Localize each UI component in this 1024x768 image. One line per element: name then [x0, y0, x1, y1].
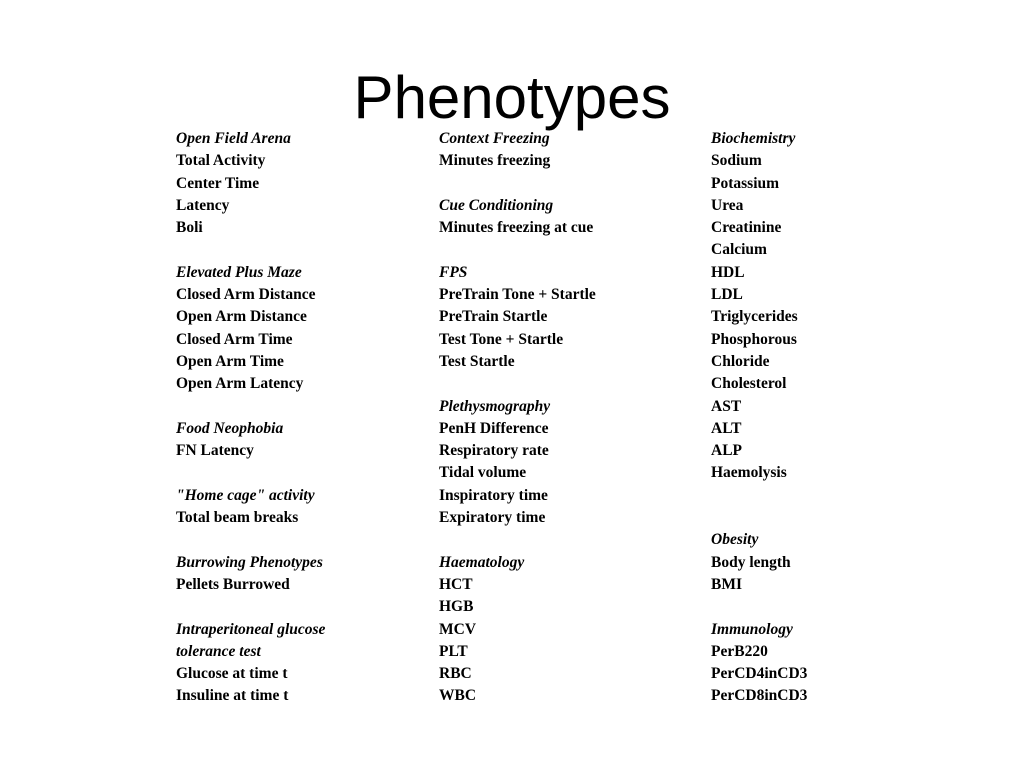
phenotype-item: Center Time — [176, 174, 260, 192]
phenotype-item: Creatinine — [711, 219, 782, 237]
phenotype-item: HGB — [439, 598, 474, 616]
phenotype-item: HDL — [711, 263, 745, 281]
phenotype-item: Haemolysis — [711, 464, 787, 482]
phenotype-item: Latency — [176, 196, 230, 214]
phenotype-item: Sodium — [711, 152, 762, 170]
section-heading: Elevated Plus Maze — [176, 263, 302, 281]
column-1 — [176, 128, 431, 708]
phenotype-item: PerB220 — [711, 642, 768, 660]
section-heading: Obesity — [711, 531, 759, 549]
phenotype-item: LDL — [711, 286, 743, 304]
spacer — [439, 239, 704, 261]
phenotype-item: ALT — [711, 419, 742, 437]
phenotype-item: PerCD8inCD3 — [711, 687, 808, 705]
phenotype-item: Urea — [711, 196, 744, 214]
spacer — [176, 396, 431, 418]
section-heading: Food Neophobia — [176, 419, 284, 437]
phenotype-item: HCT — [439, 575, 473, 593]
section-heading: Haematology — [439, 553, 525, 571]
spacer — [711, 507, 1001, 529]
section-heading: Burrowing Phenotypes — [176, 553, 323, 571]
phenotype-item: RBC — [439, 665, 472, 683]
phenotype-item: PLT — [439, 642, 468, 660]
phenotype-item: Open Arm Latency — [176, 375, 304, 393]
phenotype-item: PreTrain Tone + Startle — [439, 286, 596, 304]
section-heading: Open Field Arena — [176, 130, 291, 147]
phenotype-item: Minutes freezing — [439, 152, 551, 170]
section-heading: FPS — [439, 263, 468, 281]
spacer — [439, 373, 704, 395]
phenotype-item: Closed Arm Time — [176, 330, 293, 348]
phenotype-item: Insuline at time t — [176, 687, 289, 705]
column-2 — [439, 128, 704, 708]
phenotype-item: Phosphorous — [711, 330, 797, 348]
spacer — [711, 596, 1001, 618]
phenotype-item: PenH Difference — [439, 419, 549, 437]
section-heading: Immunology — [711, 620, 793, 638]
spacer — [439, 529, 704, 551]
phenotype-item: Pellets Burrowed — [176, 575, 290, 593]
phenotype-item: BMI — [711, 575, 742, 593]
phenotype-item: Total Activity — [176, 152, 266, 170]
phenotype-item: Open Arm Distance — [176, 308, 307, 326]
phenotype-item: MCV — [439, 620, 477, 638]
phenotype-item: Test Startle — [439, 352, 515, 370]
phenotype-item: Minutes freezing at cue — [439, 219, 594, 237]
spacer — [439, 173, 704, 195]
phenotype-item: WBC — [439, 687, 477, 705]
spacer — [176, 462, 431, 484]
phenotype-item: Test Tone + Startle — [439, 330, 564, 348]
spacer — [711, 485, 1001, 507]
spacer — [176, 596, 431, 618]
phenotype-item: FN Latency — [176, 442, 254, 460]
phenotype-item: Triglycerides — [711, 308, 798, 326]
phenotype-item: Cholesterol — [711, 375, 787, 393]
section-heading: Context Freezing — [439, 130, 550, 147]
phenotype-item: Potassium — [711, 174, 780, 192]
spacer — [176, 239, 431, 261]
spacer — [176, 529, 431, 551]
phenotype-item: Calcium — [711, 241, 767, 259]
phenotype-item: Inspiratory time — [439, 486, 548, 504]
phenotype-item: Respiratory rate — [439, 442, 549, 460]
section-heading: "Home cage" activity — [176, 486, 315, 504]
section-heading: Cue Conditioning — [439, 196, 554, 214]
phenotype-item: Body length — [711, 553, 791, 571]
phenotype-item: AST — [711, 397, 742, 415]
phenotype-item: Chloride — [711, 352, 770, 370]
phenotype-item: ALP — [711, 442, 742, 460]
phenotype-item: Tidal volume — [439, 464, 527, 482]
section-heading: Intraperitoneal glucose — [176, 620, 326, 638]
phenotype-item: Total beam breaks — [176, 509, 299, 527]
column-3 — [711, 128, 1001, 708]
section-heading: tolerance test — [176, 642, 261, 660]
section-heading: Plethysmography — [439, 397, 551, 415]
phenotype-item: Closed Arm Distance — [176, 286, 316, 304]
phenotype-item: Boli — [176, 219, 203, 237]
phenotype-item: PerCD4inCD3 — [711, 665, 808, 683]
phenotype-item: PreTrain Startle — [439, 308, 548, 326]
section-heading: Biochemistry — [711, 130, 796, 147]
page-title: Phenotypes — [353, 64, 671, 131]
phenotype-item: Glucose at time t — [176, 665, 288, 683]
phenotype-item: Open Arm Time — [176, 352, 284, 370]
phenotype-item: Expiratory time — [439, 509, 546, 527]
